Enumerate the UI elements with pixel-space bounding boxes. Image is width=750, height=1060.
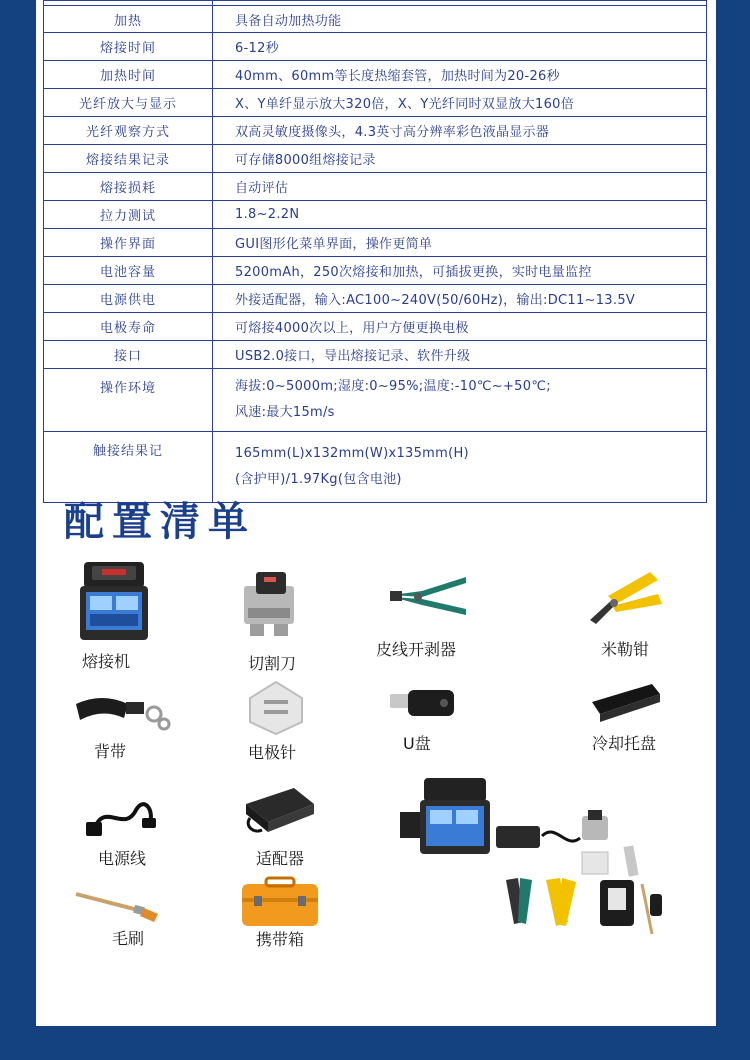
spec-value: 1.8~2.2N (213, 201, 707, 229)
label-electrode: 电极针 (248, 743, 297, 762)
spec-value: 6-12秒 (213, 33, 707, 61)
spec-value (213, 432, 707, 503)
table-row (44, 285, 707, 313)
table-row (44, 229, 707, 257)
spec-value-line: 165mm(L)x132mm(W)x135mm(H) (235, 446, 469, 461)
table-row (44, 257, 707, 285)
label-strap: 背带 (94, 742, 127, 761)
label-fusion-splicer: 熔接机 (82, 652, 131, 671)
label-miller: 米勒钳 (601, 640, 650, 659)
spec-key: 接口 (44, 341, 213, 369)
spec-value-line: (含护甲)/1.97Kg(包含电池) (235, 472, 402, 487)
full-kit-icon (396, 776, 666, 946)
usb-icon (388, 680, 458, 724)
spec-value: X、Y单纤显示放大320倍，X、Y光纤同时双显放大160倍 (213, 89, 707, 117)
full-kit-image (396, 776, 666, 946)
table-row (44, 313, 707, 341)
cooling-tray-icon (590, 680, 662, 724)
stripper-icon (388, 573, 468, 617)
config-title: 配置清单 (64, 499, 256, 545)
spec-value: 具备自动加热功能 (213, 6, 707, 33)
label-adapter: 适配器 (256, 849, 305, 868)
table-row (44, 89, 707, 117)
cleaver-icon (240, 568, 298, 638)
spec-key: 熔接损耗 (44, 173, 213, 201)
miller-image (588, 568, 668, 626)
spec-value: 可熔接4000次以上，用户方便更换电极 (213, 313, 707, 341)
spec-value: 5200mAh，250次熔接和加热，可插拔更换，实时电量监控 (213, 257, 707, 285)
spec-value: 外接适配器，输入:AC100~240V(50/60Hz)，输出:DC11~13.5V (213, 285, 707, 313)
spec-key: 电池容量 (44, 257, 213, 285)
table-row (44, 173, 707, 201)
spec-key: 电极寿命 (44, 313, 213, 341)
spec-key: 操作界面 (44, 229, 213, 257)
cooling-tray-image (590, 680, 662, 724)
spec-key: 电源供电 (44, 285, 213, 313)
electrode-image (248, 680, 304, 736)
spec-key: 触接结果记 (44, 432, 213, 503)
spec-value: 可存储8000组熔接记录 (213, 145, 707, 173)
table-row (44, 6, 707, 33)
case-image (240, 876, 320, 928)
spec-value: USB2.0接口，导出熔接记录、软件升级 (213, 341, 707, 369)
spec-key: 加热 (44, 6, 213, 33)
spec-key: 熔接时间 (44, 33, 213, 61)
table-row (44, 61, 707, 89)
stripper-image (388, 573, 468, 617)
fusion-splicer-icon (78, 560, 150, 642)
strap-image (72, 690, 172, 734)
spec-key: 光纤观察方式 (44, 117, 213, 145)
strap-icon (72, 690, 172, 734)
table-row (44, 369, 707, 432)
spec-value: 自动评估 (213, 173, 707, 201)
power-cord-icon (84, 790, 160, 840)
case-icon (240, 876, 320, 928)
table-row (44, 117, 707, 145)
spec-value: 双高灵敏度摄像头，4.3英寸高分辨率彩色液晶显示器 (213, 117, 707, 145)
label-usb: U盘 (403, 734, 431, 753)
miller-icon (588, 568, 668, 626)
brush-image (74, 888, 160, 924)
adapter-icon (240, 782, 320, 838)
usb-image (388, 680, 458, 724)
brush-icon (74, 888, 160, 924)
table-row (44, 145, 707, 173)
spec-value (213, 369, 707, 432)
table-row (44, 201, 707, 229)
spec-value: GUI图形化菜单界面，操作更简单 (213, 229, 707, 257)
electrode-icon (248, 680, 304, 736)
label-cooling-tray: 冷却托盘 (592, 734, 657, 753)
spec-value: 40mm、60mm等长度热缩套管，加热时间为20-26秒 (213, 61, 707, 89)
power-cord-image (84, 790, 160, 840)
spec-key: 加热时间 (44, 61, 213, 89)
spec-value-line: 风速:最大15m/s (235, 405, 335, 420)
spec-table (43, 0, 707, 503)
table-row (44, 33, 707, 61)
label-case: 携带箱 (256, 930, 305, 949)
spec-value-line: 海拔:0~5000m;湿度:0~95%;温度:-10℃~+50℃; (235, 379, 551, 394)
spec-key: 光纤放大与显示 (44, 89, 213, 117)
label-brush: 毛刷 (112, 929, 145, 948)
spec-key: 熔接结果记录 (44, 145, 213, 173)
spec-key: 拉力测试 (44, 201, 213, 229)
label-power-cord: 电源线 (98, 849, 147, 868)
label-stripper: 皮线开剥器 (376, 640, 457, 659)
table-row (44, 341, 707, 369)
label-cleaver: 切割刀 (248, 654, 297, 673)
spec-key: 操作环境 (44, 369, 213, 432)
content-panel (36, 0, 716, 1026)
fusion-splicer-image (78, 560, 150, 642)
cleaver-image (240, 568, 298, 638)
adapter-image (240, 782, 320, 838)
